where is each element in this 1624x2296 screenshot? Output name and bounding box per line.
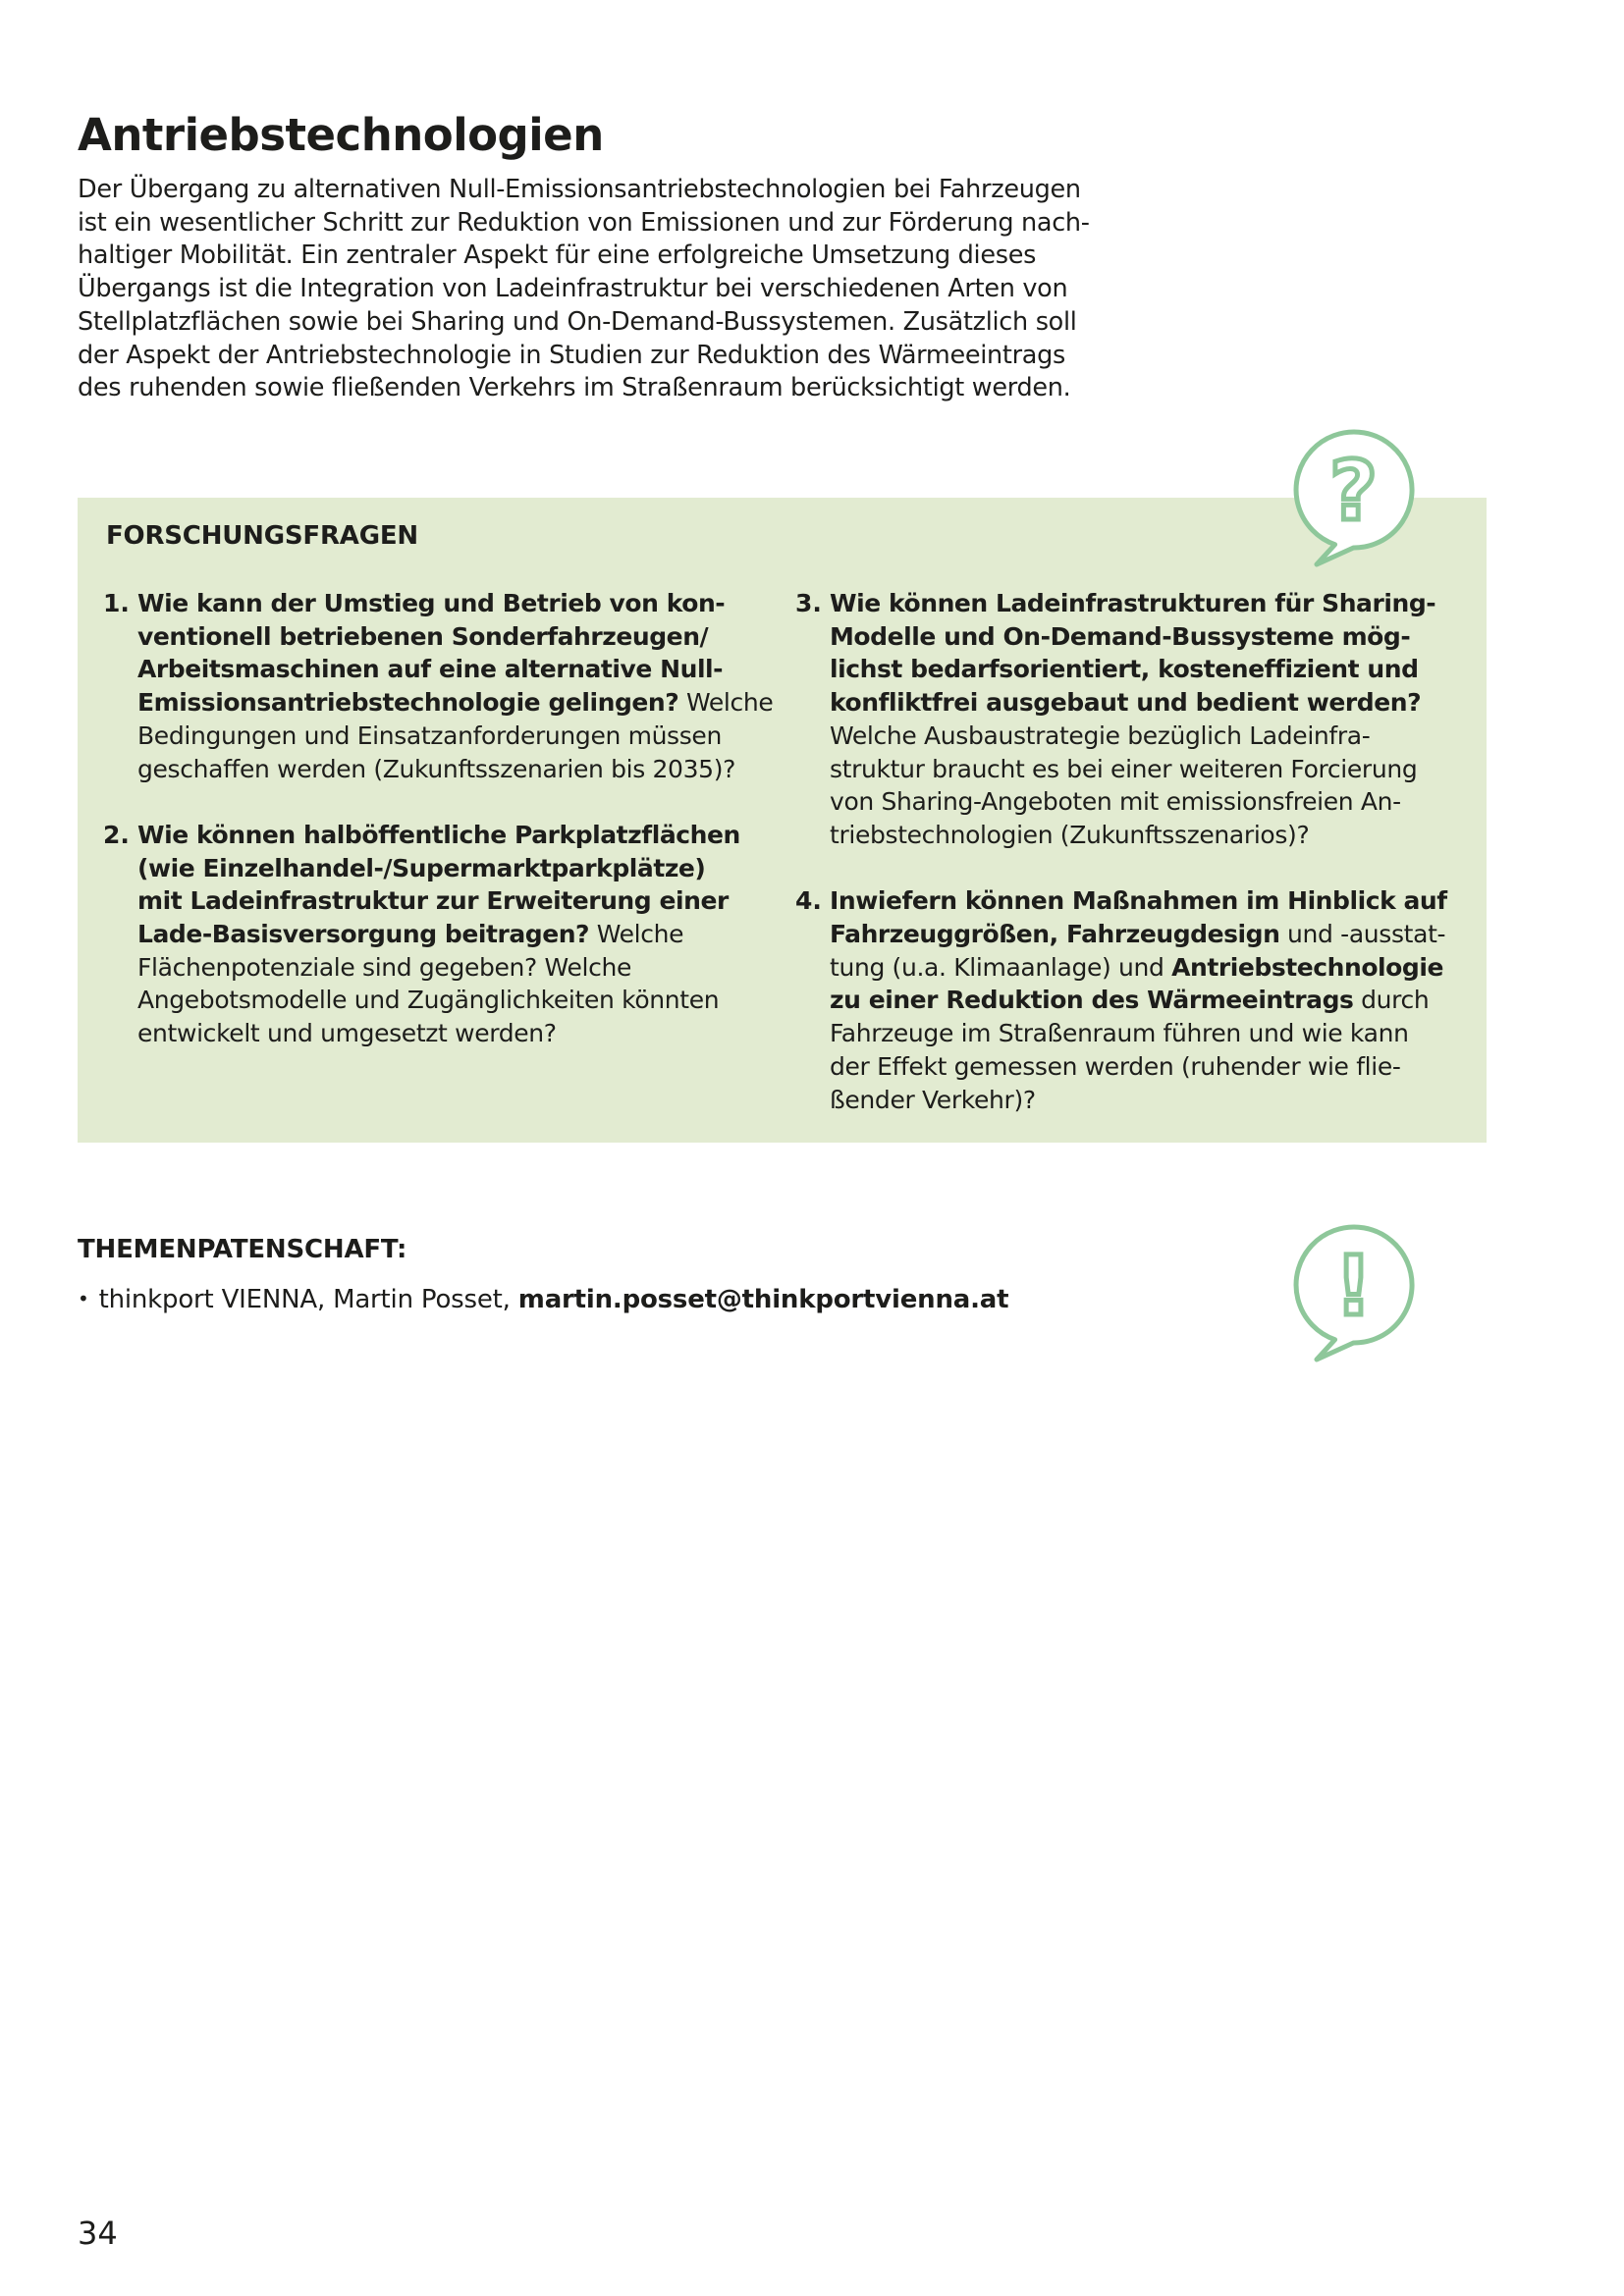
- question-number: 2.: [103, 820, 130, 849]
- question-text: Welche: [678, 688, 774, 718]
- question-text: tung (u.a. Klimaanlage) und: [830, 952, 1172, 982]
- exclamation-mark-glyph: !: [1334, 1238, 1373, 1334]
- question-text: der Effekt gemessen werden (ruhender wie flie-: [830, 1051, 1401, 1081]
- intro-line: Übergangs ist die Integration von Ladeinfrastruktur bei verschiedenen Arten von: [78, 274, 1068, 304]
- question-number: 3.: [795, 589, 822, 617]
- research-questions-heading: FORSCHUNGSFRAGEN: [106, 521, 418, 551]
- question-text: Welche Ausbaustrategie bezüglich Ladeinfra-: [830, 721, 1371, 750]
- question-text: triebstechnologien (Zukunftsszenarios)?: [830, 820, 1310, 849]
- intro-line: der Aspekt der Antriebstechnologie in Studien zur Reduktion des Wärmeeintrags: [78, 340, 1065, 370]
- question-text: Modelle und On-Demand-Bussysteme mög-: [830, 621, 1411, 651]
- question-text: mit Ladeinfrastruktur zur Erweiterung einer: [137, 886, 729, 916]
- intro-line: Der Übergang zu alternativen Null-Emissionsantriebstechnologien bei Fahrzeugen: [78, 175, 1081, 204]
- intro-line: haltiger Mobilität. Ein zentraler Aspekt für eine erfolgreiche Umsetzung dieses: [78, 240, 1037, 271]
- research-questions-right-column: [795, 587, 1473, 1149]
- contact-email: martin.posset@thinkportvienna.at: [517, 1285, 1009, 1314]
- question-text: zu einer Reduktion des Wärmeeintrags: [830, 986, 1354, 1015]
- research-questions-box: [78, 498, 1487, 1143]
- bullet: •: [78, 1287, 89, 1310]
- question-speech-bubble-icon: [1287, 425, 1420, 570]
- question-number: 1.: [103, 589, 130, 617]
- question-text: Welche: [589, 920, 684, 949]
- question-text: Emissionsantriebstechnologie gelingen?: [137, 688, 679, 718]
- question-text: entwickelt und umgesetzt werden?: [137, 1019, 557, 1048]
- exclamation-speech-bubble-icon: [1287, 1220, 1420, 1365]
- research-question-1: [103, 587, 781, 785]
- research-question-3: [795, 587, 1473, 852]
- question-mark-glyph: ?: [1329, 443, 1378, 539]
- question-text: (wie Einzelhandel-/Supermarktparkplätze): [137, 853, 706, 882]
- research-question-4: [795, 884, 1473, 1116]
- question-text: Fahrzeuggrößen, Fahrzeugdesign: [830, 920, 1280, 949]
- question-text: geschaffen werden (Zukunftsszenarien bis 2035)?: [137, 754, 736, 783]
- research-question-2: [103, 819, 781, 1050]
- question-text: Inwiefern können Maßnahmen im Hinblick auf: [830, 886, 1447, 916]
- question-text: durch: [1353, 986, 1430, 1015]
- question-text: konfliktfrei ausgebaut und bedient werden?: [830, 688, 1422, 718]
- question-text: Arbeitsmaschinen auf eine alternative Null-: [137, 655, 724, 684]
- question-text: von Sharing-Angeboten mit emissionsfreien An-: [830, 787, 1401, 817]
- intro-paragraph: [78, 174, 1128, 405]
- page-title: Antriebstechnologien: [78, 109, 604, 161]
- intro-line: des ruhenden sowie fließenden Verkehrs im Straßenraum berücksichtigt werden.: [78, 373, 1071, 403]
- sponsorship-label: THEMENPATENSCHAFT:: [78, 1235, 407, 1264]
- sponsorship-contact: [78, 1282, 1008, 1316]
- question-text: Wie können Ladeinfrastrukturen für Sharing-: [830, 589, 1436, 617]
- question-text: Bedingungen und Einsatzanforderungen müssen: [137, 721, 722, 750]
- question-text: Flächenpotenziale sind gegeben? Welche: [137, 952, 632, 982]
- intro-line: Stellplatzflächen sowie bei Sharing und On-Demand-Bussystemen. Zusätzlich soll: [78, 306, 1077, 337]
- question-text: Antriebstechnologie: [1171, 952, 1443, 982]
- research-questions-left-column: [103, 587, 781, 1084]
- question-text: ventionell betriebenen Sonderfahrzeugen/: [137, 621, 709, 651]
- question-text: lichst bedarfsorientiert, kosteneffizient und: [830, 655, 1419, 684]
- intro-line: ist ein wesentlicher Schritt zur Reduktion von Emissionen und zur Förderung nach-: [78, 207, 1090, 238]
- question-text: ßender Verkehr)?: [830, 1085, 1036, 1114]
- question-text: Wie können halböffentliche Parkplatzflächen: [137, 820, 740, 849]
- question-number: 4.: [795, 886, 822, 916]
- page-number: 34: [78, 2215, 118, 2252]
- question-text: Wie kann der Umstieg und Betrieb von kon-: [137, 589, 726, 617]
- question-text: struktur braucht es bei einer weiteren Forcierung: [830, 754, 1418, 783]
- question-text: Fahrzeuge im Straßenraum führen und wie kann: [830, 1019, 1409, 1048]
- contact-name: thinkport VIENNA, Martin Posset,: [98, 1285, 518, 1314]
- question-text: Angebotsmodelle und Zugänglichkeiten könnten: [137, 986, 720, 1015]
- question-text: Lade-Basisversorgung beitragen?: [137, 920, 590, 949]
- question-text: und -ausstat-: [1279, 920, 1446, 949]
